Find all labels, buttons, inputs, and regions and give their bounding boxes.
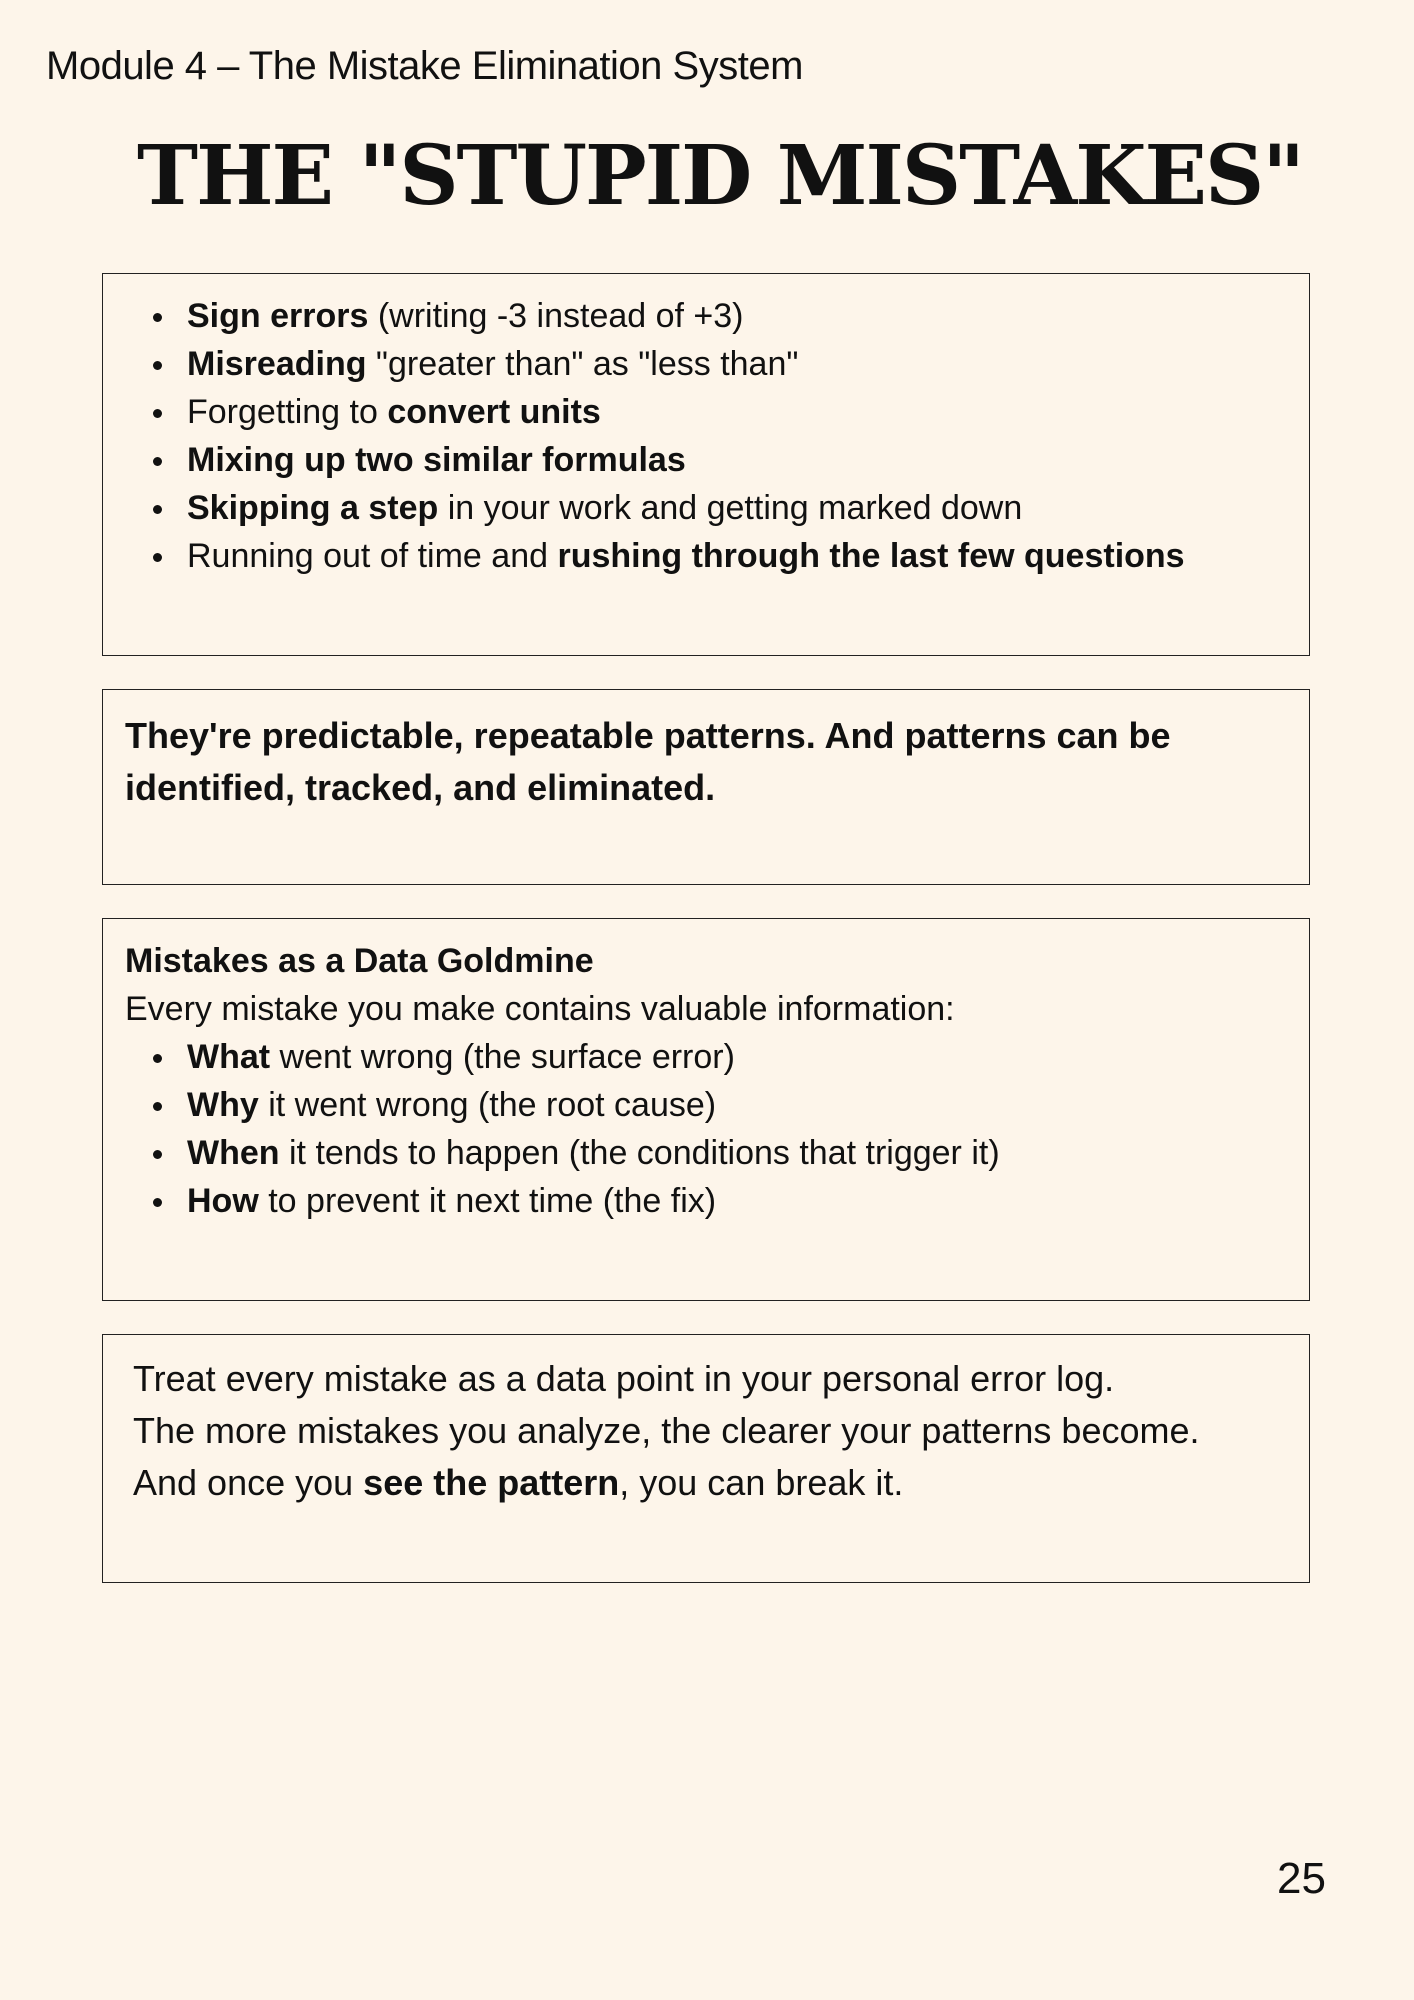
item-text: it tends to happen (the conditions that trigger it): [279, 1134, 1000, 1172]
item-text: (writing -3 instead of +3): [368, 297, 744, 335]
item-text: in your work and getting marked down: [438, 489, 1023, 527]
mistakes-list-box: [102, 273, 1310, 656]
item-bold: Skipping a step: [187, 489, 439, 527]
closing-line-2: The more mistakes you analyze, the clearer your patterns become.: [133, 1410, 1200, 1451]
item-text: Forgetting to: [187, 393, 388, 431]
item-bold: Misreading: [187, 345, 367, 383]
item-text: it went wrong (the root cause): [258, 1086, 717, 1124]
item-bold: What: [187, 1038, 271, 1076]
item-bold: Sign errors: [187, 297, 369, 335]
list-item: [103, 1129, 1000, 1177]
goldmine-intro: Every mistake you make contains valuable information:: [125, 990, 955, 1028]
module-header: Module 4 – The Mistake Elimination System: [46, 44, 803, 88]
item-text: Running out of time and: [187, 537, 558, 575]
goldmine-list: [103, 1033, 1000, 1225]
list-item: [103, 436, 1185, 484]
list-item: [103, 1033, 1000, 1081]
closing-line-3: [133, 1457, 1200, 1509]
item-bold: convert units: [387, 393, 601, 431]
closing-line-3-bold: see the pattern: [363, 1462, 620, 1503]
closing-line-1: Treat every mistake as a data point in your personal error log.: [133, 1358, 1115, 1399]
item-bold: How: [187, 1182, 259, 1220]
page-title: THE "STUPID MISTAKES": [137, 128, 1303, 224]
closing-box: [102, 1334, 1310, 1583]
goldmine-box: [102, 918, 1310, 1301]
list-item: [103, 340, 1185, 388]
item-bold: When: [187, 1134, 280, 1172]
item-text: to prevent it next time (the fix): [258, 1182, 717, 1220]
mistakes-list: [103, 292, 1185, 580]
list-item: [103, 532, 1185, 580]
list-item: [103, 1081, 1000, 1129]
list-item: [103, 484, 1185, 532]
callout-text: They're predictable, repeatable patterns. And patterns can be identified, tracked, and eliminated.: [125, 715, 1171, 808]
closing-line-3-pre: And once you: [133, 1462, 364, 1503]
closing-line-3-post: , you can break it.: [619, 1462, 904, 1503]
item-bold: rushing through the last few questions: [557, 537, 1185, 575]
goldmine-heading: Mistakes as a Data Goldmine: [125, 942, 594, 980]
item-text: "greater than" as "less than": [366, 345, 799, 383]
list-item: [103, 1177, 1000, 1225]
list-item: [103, 292, 1185, 340]
callout-box: [102, 689, 1310, 885]
list-item: [103, 388, 1185, 436]
item-bold: Mixing up two similar formulas: [187, 441, 686, 479]
item-text: went wrong (the surface error): [270, 1038, 735, 1076]
page-number: 25: [1277, 1854, 1326, 1903]
item-bold: Why: [187, 1086, 259, 1124]
